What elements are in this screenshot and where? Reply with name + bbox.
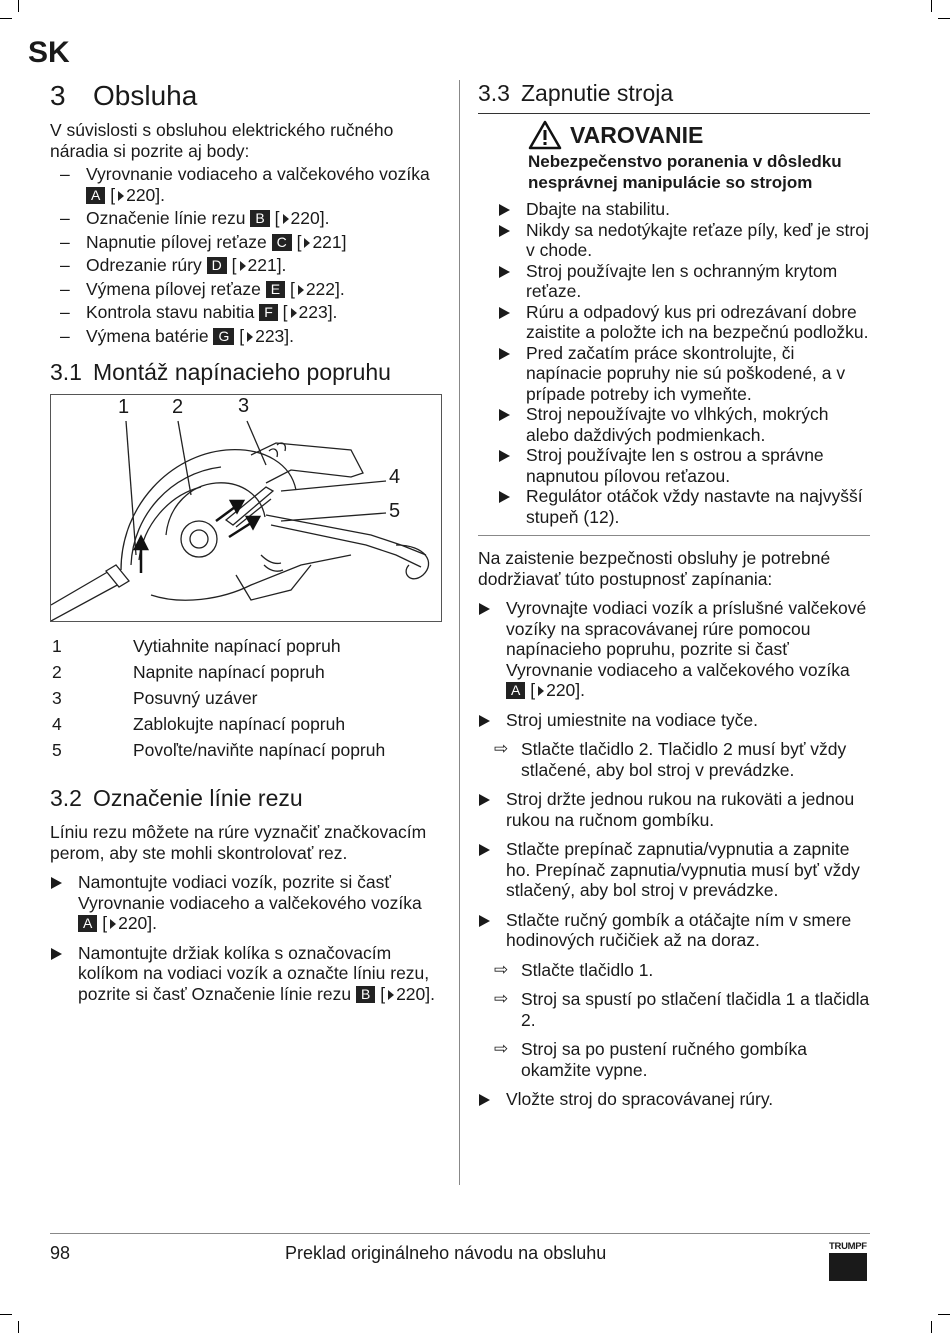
section-3-1-heading (50, 359, 442, 386)
language-label: SK (28, 36, 70, 69)
warning-list (498, 199, 870, 527)
figure-key-badge: G (213, 328, 234, 345)
section-3-3-heading (478, 80, 870, 107)
section-title: Zapnutie stroja (521, 80, 674, 106)
list-item: – Výmena pílovej reťaze E [ 222]. (60, 278, 345, 299)
action-triangle-icon (51, 948, 62, 960)
result-arrow-icon: ⇨ (494, 1039, 509, 1058)
dash-bullet: – (60, 325, 70, 346)
section-number: 3.2 (50, 785, 82, 811)
section-3-2-heading (50, 785, 442, 812)
legend-text: Povoľte/naviňte napínací popruh (133, 740, 386, 760)
warning-item: Dbajte na stabilitu. (498, 199, 870, 220)
figure-label-4: 4 (389, 466, 401, 488)
crop-mark (0, 18, 12, 19)
section-3-heading (50, 80, 442, 112)
dash-bullet: – (60, 255, 70, 275)
dash-bullet: – (60, 231, 70, 252)
page-pointer-icon (118, 191, 124, 201)
warning-item: Rúru a odpadový kus pri odrezávaní dobre zaistite a položte ich na bezpečnú podložku. (498, 302, 870, 343)
section-3-list (50, 164, 442, 346)
page-pointer-icon (240, 261, 246, 271)
section-title: Montáž napínacieho popruhu (93, 359, 391, 385)
section-number: 3.1 (50, 359, 82, 385)
dash-bullet: – (60, 278, 70, 299)
page-pointer-icon (247, 332, 253, 342)
page-reference: [ 221]. (231, 255, 287, 275)
action-triangle-icon (479, 915, 490, 927)
legend-row (50, 688, 385, 714)
crop-mark (938, 1314, 950, 1315)
crop-mark (18, 0, 19, 12)
footer-rule (50, 1233, 870, 1234)
page-reference: [ 220]. (274, 208, 330, 228)
action-triangle-icon (51, 877, 62, 889)
legend-text: Napnite napínací popruh (133, 662, 325, 682)
action-triangle-icon (499, 450, 510, 462)
result-arrow-icon: ⇨ (494, 959, 509, 979)
page-pointer-icon (291, 308, 297, 318)
page-reference: [ 220]. (110, 184, 166, 205)
figure-key-badge: C (272, 234, 292, 251)
warning-triangle-icon (528, 120, 562, 150)
result-item: ⇨ Stroj sa po pustení ručného gombíka okamžite vypne. (494, 1039, 808, 1080)
action-triangle-icon (479, 715, 490, 727)
warning-item: Stroj nepoužívajte vo vlhkých, mokrých alebo daždivých podmienkach. (498, 404, 870, 445)
warning-item: Stroj používajte len s ochranným krytom reťaze. (498, 261, 870, 302)
page-reference: [ 223]. (239, 325, 295, 346)
page-pointer-icon (304, 238, 310, 248)
section-title: Označenie línie rezu (93, 785, 303, 811)
section-3-3-steps (478, 789, 870, 951)
action-triangle-icon (479, 844, 490, 856)
strap-figure (50, 394, 442, 622)
legend-text: Zablokujte napínací popruh (133, 714, 346, 734)
step-item: Vložte stroj do spracovávanej rúry. (478, 1089, 870, 1110)
list-item: – Kontrola stavu nabitia F [ 223]. (60, 302, 338, 322)
section-3-intro: V súvislosti s obsluhou elektrického ručného náradia si pozrite aj body: (50, 120, 394, 161)
figure-key-badge: D (207, 257, 227, 274)
warning-item: Regulátor otáčok vždy nastavte na najvyšší stupeň (12). (498, 486, 870, 527)
logo-block (829, 1253, 867, 1281)
legend-number: 3 (52, 688, 62, 708)
dash-bullet: – (60, 302, 70, 322)
step-item: Namontujte vodiaci vozík, pozrite si časť Vyrovnanie vodiaceho a valčekového vozíka A [ 220]. (50, 872, 442, 934)
left-column (50, 78, 442, 1013)
warning-subtitle: Nebezpečenstvo poranenia v dôsledku nesprávnej manipulácie so strojom (528, 152, 842, 192)
list-item: – Výmena batérie G [ 223]. (60, 325, 295, 346)
list-item: – Vyrovnanie vodiaceho a valčekového vozíka A [ 220]. (60, 164, 430, 205)
logo-text: TRUMPF (829, 1241, 867, 1252)
result-item: ⇨ Stlačte tlačidlo 2. Tlačidlo 2 musí byť vždy stlačené, aby bol stroj v prevádzke. (494, 739, 847, 780)
figure-key-badge: A (78, 915, 97, 932)
section-title: Obsluha (93, 80, 198, 111)
action-triangle-icon (499, 491, 510, 503)
section-number: 3.3 (478, 80, 510, 106)
page-reference: [ 220]. (380, 983, 435, 1004)
action-triangle-icon (499, 409, 510, 421)
page-reference: [ 221] (296, 231, 347, 252)
step-item: Stlačte ručný gombík a otáčajte ním v smere hodinových ručičiek až na doraz. (478, 910, 870, 951)
legend-number: 2 (52, 662, 62, 682)
figure-key-badge: E (266, 281, 285, 298)
figure-label-2: 2 (172, 396, 184, 418)
page-pointer-icon (283, 214, 289, 224)
result-arrow-icon: ⇨ (494, 989, 509, 1008)
action-triangle-icon (479, 794, 490, 806)
step-item: Namontujte držiak kolíka s označovacím kolíkom na vodiaci vozík a označte líniu rezu, pozrite si časť Označenie línie rezu B [ 220]. (50, 943, 442, 1005)
result-item: ⇨ Stlačte tlačidlo 1. (494, 959, 654, 980)
right-column (478, 78, 870, 1119)
action-triangle-icon (499, 348, 510, 360)
figure-key-badge: B (250, 210, 269, 227)
section-3-2-steps (50, 872, 442, 1004)
section-3-2-intro: Líniu rezu môžete na rúre vyznačiť značkovacím perom, aby ste mohli skontrolovať rez. (50, 822, 427, 863)
legend-row (50, 740, 385, 766)
page-number: 98 (50, 1243, 71, 1263)
section-3-3-steps (478, 598, 870, 730)
page-pointer-icon (388, 990, 394, 1000)
page-reference: [ 220]. (102, 913, 158, 933)
legend-row (50, 636, 385, 662)
step-item: Stroj držte jednou rukou na rukoväti a jednou rukou na ručnom gombíku. (478, 789, 870, 830)
legend-number: 5 (52, 740, 62, 760)
figure-key-badge: B (356, 986, 375, 1003)
warning-item: Nikdy sa nedotýkajte reťaze píly, keď je stroj v chode. (498, 220, 870, 261)
result-list (478, 960, 870, 1081)
list-item: – Označenie línie rezu B [ 220]. (60, 208, 330, 228)
step-item: Stlačte prepínač zapnutia/vypnutia a zapnite ho. Prepínač zapnutia/vypnutia musí byť vždy stlačený, aby bol stroj v prevádzke. (478, 839, 870, 901)
dash-bullet: – (60, 208, 70, 228)
figure-legend (50, 636, 385, 766)
figure-label-1: 1 (118, 396, 130, 418)
page-pointer-icon (110, 919, 116, 929)
legend-row (50, 714, 385, 740)
crop-mark (18, 1321, 19, 1333)
action-triangle-icon (499, 204, 510, 216)
result-list (478, 739, 870, 780)
action-triangle-icon (499, 307, 510, 319)
legend-text: Vytiahnite napínací popruh (133, 636, 341, 656)
page-pointer-icon (298, 285, 304, 295)
action-triangle-icon (479, 1094, 490, 1106)
legend-text: Posuvný uzáver (133, 688, 258, 708)
warning-title-text: VAROVANIE (570, 121, 704, 148)
result-item: ⇨ Stroj sa spustí po stlačení tlačidla 1 a tlačidla 2. (494, 989, 870, 1030)
page-reference: [ 222]. (289, 278, 345, 299)
column-divider (459, 80, 460, 1185)
warning-item: Stroj používajte len s ostrou a správne napnutou pílovou reťazou. (498, 445, 870, 486)
crop-mark (931, 0, 932, 12)
legend-number: 1 (52, 636, 62, 656)
dash-bullet: – (60, 164, 70, 184)
warning-box (478, 113, 870, 536)
list-item: – Odrezanie rúry D [ 221]. (60, 255, 287, 275)
step-item: Vyrovnajte vodiaci vozík a príslušné valčekové vozíky na spracovávanej rúre pomocou napínacieho popruhu, pozrite si časť Vyrovnanie vodiaceho a valčekového vozíka A [ 220]. (478, 598, 870, 701)
strap-illustration (51, 395, 441, 621)
list-item: – Napnutie pílovej reťaze C [ 221] (60, 231, 347, 252)
page-reference: [ 223]. (282, 302, 338, 322)
crop-mark (931, 1321, 932, 1333)
figure-label-5: 5 (389, 500, 401, 522)
figure-key-badge: A (86, 187, 105, 204)
step-item: Stroj umiestnite na vodiace tyče. (478, 710, 870, 731)
crop-mark (0, 1314, 12, 1315)
figure-label-3: 3 (238, 395, 250, 417)
warning-title (528, 120, 870, 150)
section-number: 3 (50, 80, 66, 111)
footer-text: Preklad originálneho návodu na obsluhu (285, 1243, 607, 1263)
figure-key-badge: A (506, 682, 525, 699)
figure-key-badge: F (259, 304, 278, 321)
result-arrow-icon: ⇨ (494, 739, 509, 758)
action-triangle-icon (499, 266, 510, 278)
crop-mark (938, 18, 950, 19)
trumpf-logo (829, 1242, 867, 1281)
section-3-3-steps (478, 1089, 870, 1110)
legend-number: 4 (52, 714, 62, 734)
warning-item: Pred začatím práce skontrolujte, či napínacie popruhy nie sú poškodené, a v prípade potreby ich vymeňte. (498, 343, 870, 405)
page-reference: [ 220]. (530, 680, 586, 700)
legend-row (50, 662, 385, 688)
page-pointer-icon (538, 686, 544, 696)
action-triangle-icon (479, 603, 490, 615)
action-triangle-icon (499, 225, 510, 237)
section-3-3-intro: Na zaistenie bezpečnosti obsluhy je potrebné dodržiavať túto postupnosť zapínania: (478, 548, 831, 589)
